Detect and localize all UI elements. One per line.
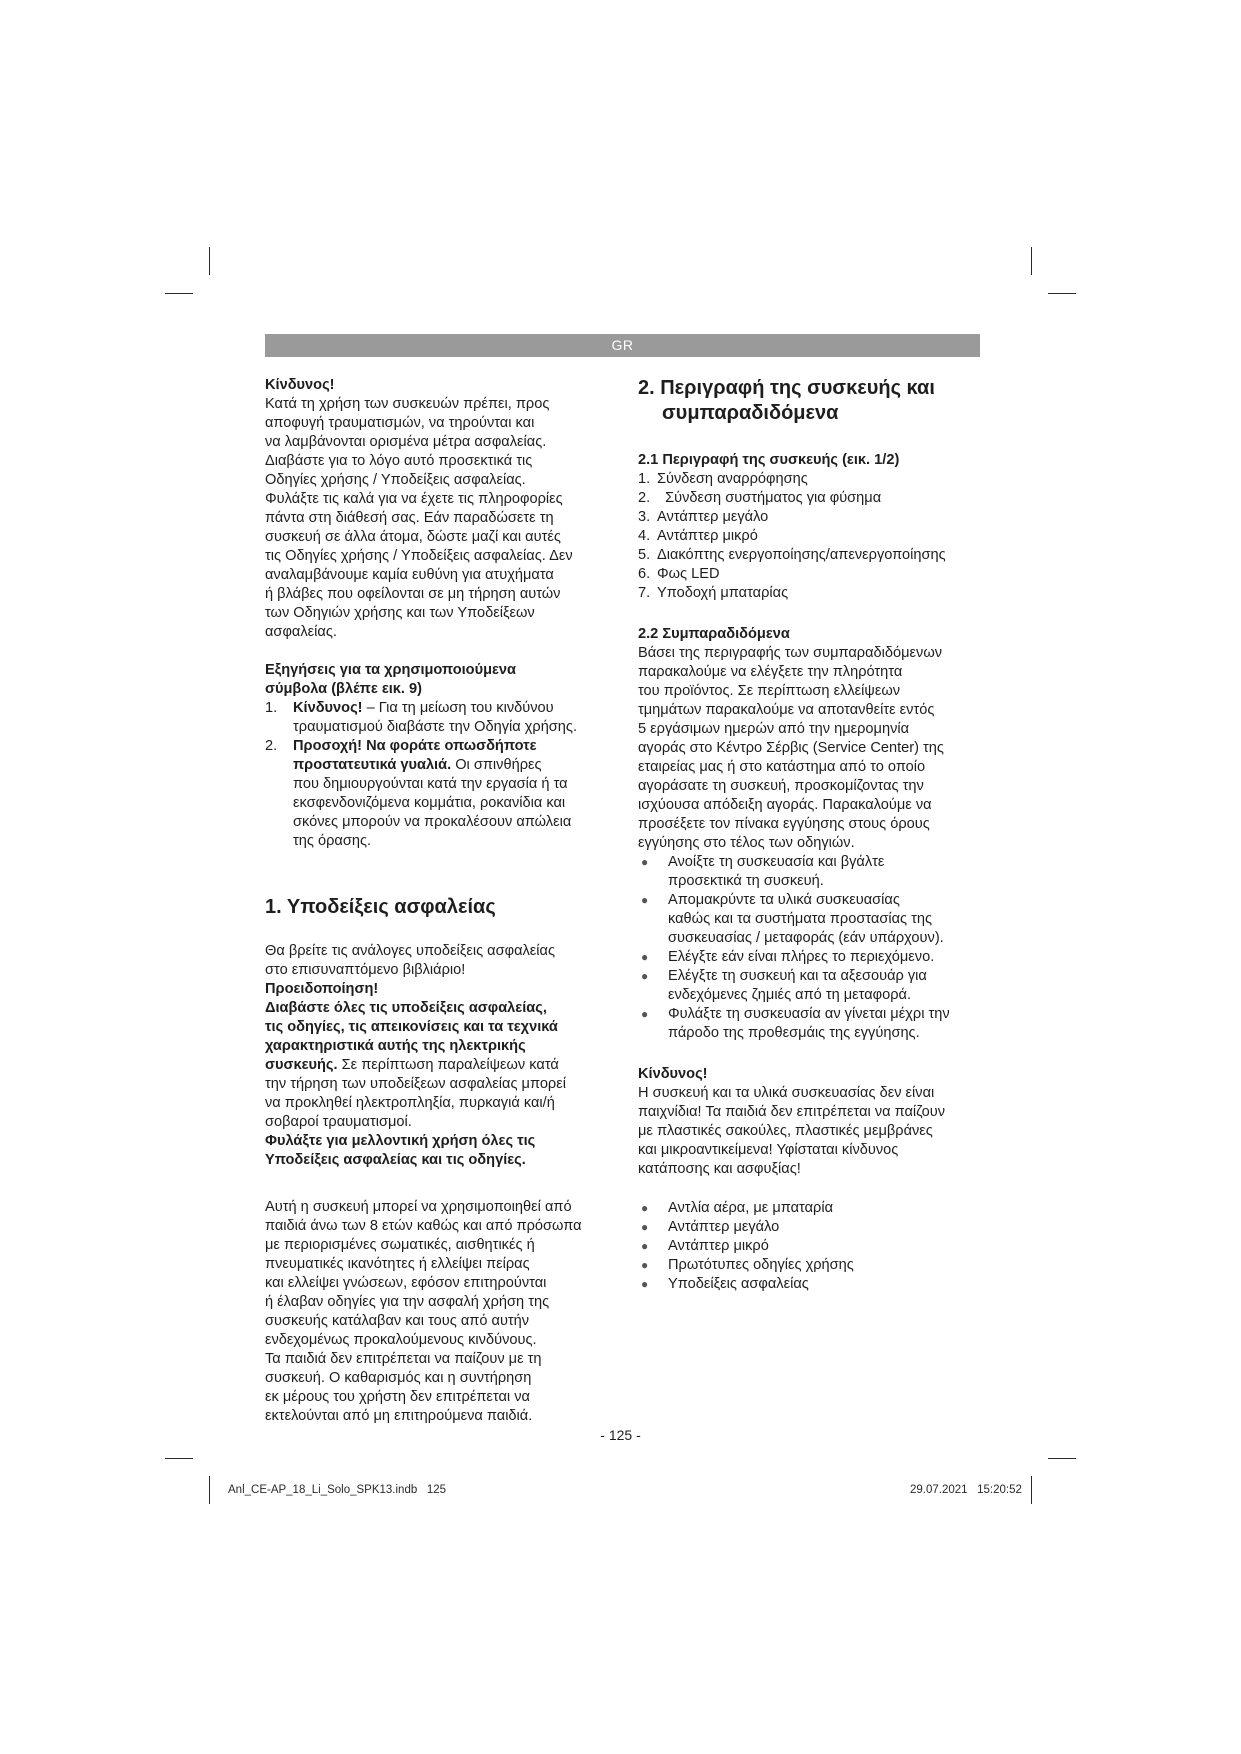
list-item — [638, 948, 983, 967]
text-span: προσεκτικά τη συσκευή. — [668, 873, 824, 889]
left-column — [265, 376, 610, 1426]
text-line: και ελλείψει γνώσεων, εφόσον επιτηρούνται — [265, 1275, 547, 1291]
text-line: αναλαμβάνουμε καμία ευθύνη για ατυχήματα — [265, 567, 554, 583]
text-line: 5 εργάσιμων ημερών από την ημερομηνία — [638, 721, 910, 737]
text-line: συσκευής κατάλαβαν και τους από αυτήν — [265, 1313, 530, 1329]
section-2-1-title: 2.1 Περιγραφή της συσκευής (εικ. 1/2) — [638, 452, 900, 468]
right-column — [638, 376, 983, 1294]
list-item — [638, 584, 983, 603]
text-span: Φυλάξτε τη συσκευασία αν γίνεται μέχρι την — [668, 1006, 950, 1022]
text-span: σκόνες μπορούν να προκαλέσουν απώλεια — [293, 814, 572, 830]
part-label: Αντάπτερ μικρό — [657, 528, 758, 544]
text-line: προσέξετε τον πίνακα εγγύησης στους όρους — [638, 816, 930, 832]
bullet-icon: ● — [641, 1220, 649, 1234]
heading-line: Εξηγήσεις για τα χρησιμοποιούμενα — [265, 662, 517, 678]
text-line: Διαβάστε για το λόγο αυτό προσεκτικά τις — [265, 453, 533, 469]
list-item — [638, 470, 983, 489]
bullet-icon: ● — [641, 1201, 649, 1215]
part-label: Αντάπτερ μεγάλο — [657, 509, 769, 525]
text-line: αποφυγή τραυματισμών, να τηρούνται και — [265, 415, 535, 431]
list-number: 6. — [638, 566, 651, 582]
text-line: ή βλάβες που οφείλονται σε μη τήρηση αυτών — [265, 586, 561, 602]
danger-paragraph — [265, 395, 610, 642]
text-line: συσκευή. Ο καθαρισμός και η συντήρηση — [265, 1370, 532, 1386]
page-number: - 125 - — [600, 1427, 641, 1443]
part-label: Διακόπτης ενεργοποίησης/απενεργοποίησης — [657, 547, 946, 563]
symbol-label: Προσοχή! Να φοράτε οπωσδήποτε — [293, 738, 537, 754]
text-line: με περιορισμένες σωματικές, αισθητικές ή — [265, 1237, 535, 1253]
language-code: GR — [611, 337, 634, 353]
text-span: Ελέγξτε εάν είναι πλήρες το περιεχόμενο. — [668, 949, 935, 965]
text-line: ισχύουσα απόδειξη αγοράς. Παρακαλούμε να — [638, 797, 932, 813]
text-span: Πρωτότυπες οδηγίες χρήσης — [668, 1257, 854, 1273]
list-number: 1. — [638, 471, 651, 487]
text-span: Αντάπτερ μεγάλο — [668, 1219, 780, 1235]
text-line: Η συσκευή και τα υλικά συσκευασίας δεν είναι — [638, 1085, 935, 1101]
footer-datetime: 29.07.2021 15:20:52 — [910, 1484, 1022, 1496]
list-number: 4. — [638, 528, 651, 544]
list-item — [638, 891, 983, 948]
crop-mark — [1048, 293, 1076, 294]
text-span: που δημιουργούνται κατά την εργασία ή τα — [293, 776, 568, 792]
text-line: παιδιά άνω των 8 ετών καθώς και από πρόσωπα — [265, 1218, 582, 1234]
list-item — [638, 565, 983, 584]
text-line: σοβαροί τραυματισμοί. — [265, 1114, 412, 1130]
scope-paragraph — [638, 644, 983, 853]
list-number: 2. — [265, 738, 278, 754]
heading-line: σύμβολα (βλέπε εικ. 9) — [265, 681, 423, 697]
text-line: ή έλαβαν οδηγίες για την ασφαλή χρήση της — [265, 1294, 550, 1310]
part-label: Υποδοχή μπαταρίας — [657, 585, 789, 601]
symbols-list — [265, 699, 610, 851]
symbols-heading — [265, 661, 610, 699]
text-line: εγγύησης στο τέλος των οδηγιών. — [638, 835, 855, 851]
list-number: 3. — [638, 509, 651, 525]
text-line: με πλαστικές σακούλες, πλαστικές μεμβράνες — [638, 1123, 933, 1139]
text-line: Φυλάξτε τις καλά για να έχετε τις πληροφορίες — [265, 491, 563, 507]
section-1-title: 1. Υποδείξεις ασφαλείας — [265, 896, 496, 918]
footer-file-info: Anl_CE-AP_18_Li_Solo_SPK13.indb 125 — [228, 1484, 447, 1496]
text-line: Βάσει της περιγραφής των συμπαραδιδόμενων — [638, 645, 943, 661]
bullet-icon: ● — [641, 855, 649, 869]
text-span: εκσφενδονιζόμενα κομμάτια, ροκανίδια και — [293, 795, 566, 811]
bullet-icon: ● — [641, 1239, 649, 1253]
text-line: και μικροαντικείμενα! Υφίσταται κίνδυνος — [638, 1142, 899, 1158]
language-header-bar — [265, 334, 980, 357]
text-line: ενδεχομένως προκαλούμενους κινδύνους. — [265, 1332, 537, 1348]
list-item — [265, 699, 610, 737]
warning-heading: Προειδοποίηση! — [265, 981, 379, 997]
text-line: τις Οδηγίες χρήσης / Υποδείξεις ασφαλείας. Δεν — [265, 548, 573, 564]
list-item — [638, 967, 983, 1005]
bullet-icon: ● — [641, 1258, 649, 1272]
text-line: Οδηγίες χρήσης / Υποδείξεις ασφαλείας. — [265, 472, 526, 488]
text-line: τμημάτων παρακαλούμε να αποτανθείτε εντός — [638, 702, 935, 718]
text-span: – Για τη μείωση του κινδύνου — [362, 700, 554, 716]
danger-heading: Κίνδυνος! — [265, 377, 335, 393]
text-line: εκ μέρους του χρήστη δεν επιτρέπεται να — [265, 1389, 530, 1405]
list-item — [638, 1237, 983, 1256]
list-item — [638, 1275, 983, 1294]
symbol-label: προστατευτικά γυαλιά. — [293, 757, 452, 773]
text-line: κατάποσης και ασφυξίας! — [638, 1161, 801, 1177]
text-line: αγοράς στο Κέντρο Σέρβις (Service Center) της — [638, 740, 944, 756]
text-line: ασφαλείας. — [265, 624, 337, 640]
safety-intro — [265, 942, 610, 980]
text-line: του προϊόντος. Σε περίπτωση ελλείψεων — [638, 683, 901, 699]
text-span: Ελέγξτε τη συσκευή και τα αξεσουάρ για — [668, 968, 927, 984]
text-span: πάροδο της προθεσμάις της εγγύησης. — [668, 1025, 920, 1041]
section-2-title — [638, 376, 983, 426]
list-number: 2. — [638, 490, 651, 506]
text-span: Σε περίπτωση παραλείψεων κατά — [337, 1057, 559, 1073]
danger-paragraph-2 — [638, 1084, 983, 1179]
text-line: Τα παιδιά δεν επιτρέπεται να παίζουν με τη — [265, 1351, 542, 1367]
list-item — [265, 737, 610, 851]
warning-paragraph — [265, 999, 610, 1170]
text-line: Κατά τη χρήση των συσκευών πρέπει, προς — [265, 396, 550, 412]
text-line: Θα βρείτε τις ανάλογες υποδείξεις ασφαλείας — [265, 943, 556, 959]
bullet-icon: ● — [641, 969, 649, 983]
heading-line: 2. Περιγραφή της συσκευής και — [638, 377, 935, 399]
danger-heading-2: Κίνδυνος! — [638, 1066, 708, 1082]
crop-mark — [1048, 1458, 1076, 1459]
text-span: Ανοίξτε τη συσκευασία και βγάλτε — [668, 854, 885, 870]
text-span: Απομακρύντε τα υλικά συσκευασίας — [668, 892, 900, 908]
device-parts-list — [638, 470, 983, 603]
symbol-label: Κίνδυνος! — [293, 700, 363, 716]
text-span: τραυματισμού διαβάστε την Οδηγία χρήσης. — [293, 719, 578, 735]
crop-mark — [165, 1458, 193, 1459]
text-line: στο επισυναπτόμενο βιβλιάριο! — [265, 962, 466, 978]
list-item — [638, 1218, 983, 1237]
text-line — [265, 1056, 610, 1075]
text-span: συσκευασίας / μεταφοράς (εάν υπάρχουν). — [668, 930, 944, 946]
text-span: της όρασης. — [293, 833, 372, 849]
list-item — [638, 853, 983, 891]
text-line: Αυτή η συσκευή μπορεί να χρησιμοποιηθεί από — [265, 1199, 572, 1215]
text-line: Διαβάστε όλες τις υποδείξεις ασφαλείας, — [265, 1000, 547, 1016]
list-item — [638, 489, 983, 508]
package-contents-list — [638, 1199, 983, 1294]
text-span: ενδεχόμενες ζημιές από τη μεταφορά. — [668, 987, 912, 1003]
list-item — [638, 508, 983, 527]
list-item — [638, 1199, 983, 1218]
text-line: Υποδείξεις ασφαλείας και τις οδηγίες. — [265, 1152, 526, 1168]
section-2-2-title: 2.2 Συμπαραδιδόμενα — [638, 626, 790, 642]
list-number: 1. — [265, 700, 278, 716]
crop-mark — [1031, 247, 1032, 275]
text-line: χαρακτηριστικά αυτής της ηλεκτρικής — [265, 1038, 526, 1054]
crop-mark — [165, 293, 193, 294]
part-label: Σύνδεση συστήματος για φύσημα — [657, 490, 882, 506]
text-line: πάντα στη διάθεσή σας. Εάν παραδώσετε τη — [265, 510, 554, 526]
text-span: Οι σπινθήρες — [451, 757, 542, 773]
list-number: 7. — [638, 585, 651, 601]
text-line: των Οδηγιών χρήσης και των Υποδείξεων — [265, 605, 535, 621]
text-line: παρακαλούμε να ελέγξετε την πληρότητα — [638, 664, 903, 680]
children-paragraph — [265, 1198, 610, 1426]
text-line: να λαμβάνονται ορισμένα μέτρα ασφαλείας. — [265, 434, 547, 450]
list-number: 5. — [638, 547, 651, 563]
text-line: αγοράσατε τη συσκευή, προσκομίζοντας την — [638, 778, 924, 794]
part-label: Σύνδεση αναρρόφησης — [657, 471, 808, 487]
list-item — [638, 1256, 983, 1275]
text-span: Αντάπτερ μικρό — [668, 1238, 769, 1254]
text-line: εταιρείας μας ή στο κατάστημα από το οποίο — [638, 759, 926, 775]
text-span: συσκευής. — [265, 1057, 338, 1073]
unpacking-steps-list — [638, 853, 983, 1043]
text-span: Υποδείξεις ασφαλείας — [668, 1276, 809, 1292]
text-span: καθώς και τα συστήματα προστασίας της — [668, 911, 933, 927]
text-line: πνευματικές ικανότητες ή ελλείψει πείρας — [265, 1256, 530, 1272]
text-line: παιχνίδια! Τα παιδιά δεν επιτρέπεται να παίζουν — [638, 1104, 946, 1120]
bullet-icon: ● — [641, 893, 649, 907]
text-line: εκτελούνται από μη επιτηρούμενα παιδιά. — [265, 1408, 533, 1424]
text-span: Αντλία αέρα, με μπαταρία — [668, 1200, 834, 1216]
bullet-icon: ● — [641, 950, 649, 964]
bullet-icon: ● — [641, 1007, 649, 1021]
text-line: συσκευή σε άλλα άτομα, δώστε μαζί και αυτές — [265, 529, 561, 545]
list-item — [638, 527, 983, 546]
heading-line: συμπαραδιδόμενα — [662, 402, 839, 424]
crop-mark — [209, 1476, 210, 1504]
list-item — [638, 1005, 983, 1043]
bullet-icon: ● — [641, 1277, 649, 1291]
text-line: τις οδηγίες, τις απεικονίσεις και τα τεχνικά — [265, 1019, 558, 1035]
text-line: να προκληθεί ηλεκτροπληξία, πυρκαγιά και/ή — [265, 1095, 555, 1111]
crop-mark — [1031, 1476, 1032, 1504]
crop-mark — [209, 247, 210, 275]
list-item — [638, 546, 983, 565]
text-line: Φυλάξτε για μελλοντική χρήση όλες τις — [265, 1133, 536, 1149]
text-line: την τήρηση των υποδείξεων ασφαλείας μπορεί — [265, 1076, 566, 1092]
part-label: Φως LED — [657, 566, 720, 582]
